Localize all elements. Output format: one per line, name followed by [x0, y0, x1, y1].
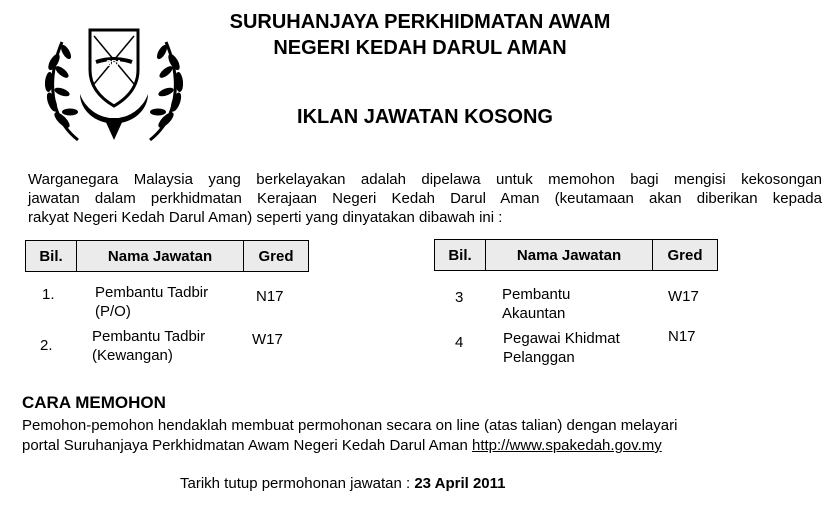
- portal-link[interactable]: http://www.spakedah.gov.my: [471, 437, 662, 454]
- jobs-table-right-header: [434, 239, 718, 271]
- closing-date-label: Tarikh tutup permohonan jawatan :: [180, 475, 415, 492]
- column-header-bil: Bil.: [26, 241, 77, 272]
- closing-date: [180, 475, 505, 492]
- kedah-emblem-logo: [40, 22, 188, 152]
- apply-instructions: [22, 416, 802, 456]
- intro-line1: Warganegara Malaysia yang berkelayakan adalah dipelawa untuk memohon bagi mengisi kekosongan: [28, 171, 822, 188]
- job-1-number: 1.: [42, 286, 55, 303]
- job-3-name: Pembantu Akauntan: [502, 286, 571, 322]
- job-2-grade: W17: [252, 331, 283, 348]
- job-1-grade: N17: [256, 288, 284, 305]
- job-4-number: 4: [455, 334, 464, 351]
- column-header-nama-jawatan: Nama Jawatan: [77, 241, 244, 272]
- intro-line3: rakyat Negeri Kedah Darul Aman) seperti yang dinyatakan dibawah ini :: [28, 209, 503, 226]
- job-2-number: 2.: [40, 337, 53, 354]
- job-2-name: Pembantu Tadbir (Kewangan): [92, 328, 206, 364]
- apply-line1: Pemohon-pemohon hendaklah membuat permohonan secara on line (atas talian) dengan melayari: [22, 417, 678, 434]
- job-3-number: 3: [455, 289, 464, 306]
- section-heading-cara-memohon: CARA MEMOHON: [22, 393, 166, 412]
- job-3-grade: W17: [668, 288, 699, 305]
- closing-date-value: 23 April 2011: [414, 475, 506, 492]
- organization-name-line1: SURUHANJAYA PERKHIDMATAN AWAM: [229, 11, 611, 33]
- column-header-gred: Gred: [653, 240, 718, 271]
- job-1-name: Pembantu Tadbir (P/O): [95, 284, 209, 320]
- intro-line2: jawatan dalam perkhidmatan Kerajaan Negeri Kedah Darul Aman (keutamaan akan diberikan kepada: [28, 190, 822, 207]
- job-4-grade: N17: [668, 328, 696, 345]
- page-title: IKLAN JAWATAN KOSONG: [297, 106, 553, 128]
- column-header-gred: Gred: [244, 241, 309, 272]
- organization-name-line2: NEGERI KEDAH DARUL AMAN: [273, 37, 567, 59]
- jobs-table-left-header: [25, 240, 309, 272]
- apply-line2: portal Suruhanjaya Perkhidmatan Awam Negeri Kedah Darul Aman http://www.spakedah.gov.my: [22, 437, 662, 454]
- svg-text:SPA: SPA: [106, 59, 122, 68]
- intro-paragraph: [28, 170, 822, 227]
- column-header-nama-jawatan: Nama Jawatan: [486, 240, 653, 271]
- job-4-name: Pegawai Khidmat Pelanggan: [503, 330, 620, 366]
- column-header-bil: Bil.: [435, 240, 486, 271]
